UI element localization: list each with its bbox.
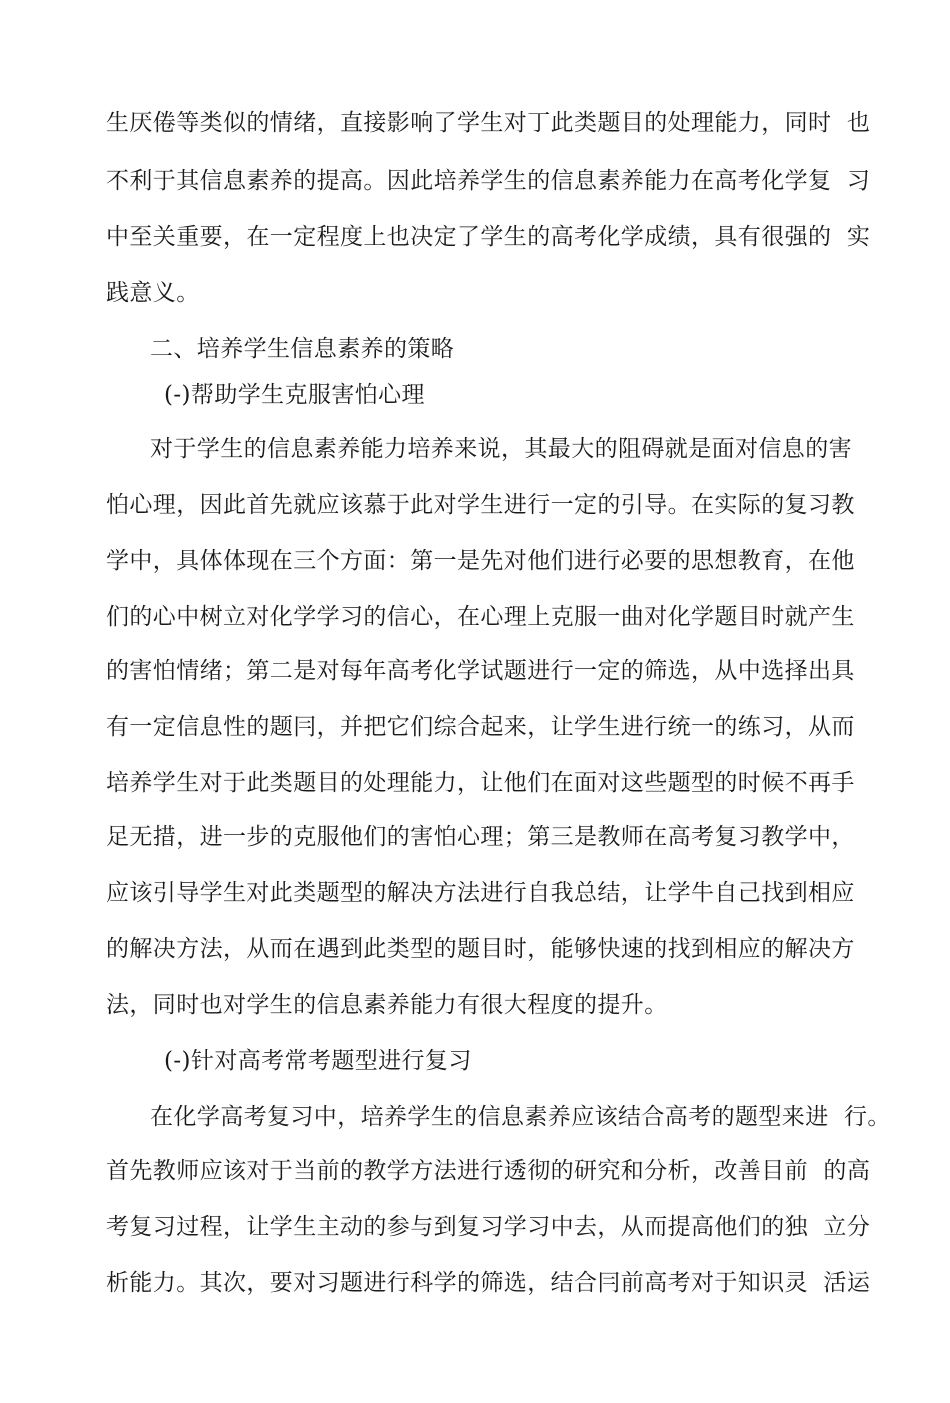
paragraph-line: 析能力。其次，要对习题进行科学的筛选，结合冃前高考对于知识灵 活运: [106, 1270, 871, 1296]
paragraph-line: 考复习过程，让学生主动的参与到复习学习中去，从而提高他们的独 立分: [106, 1214, 871, 1240]
paragraph-line: 在化学高考复习中，培养学生的信息素养应该结合高考的题型来进 行。: [150, 1104, 891, 1130]
subsection-heading: (-)针对高考常考题型进行复习: [164, 1048, 472, 1074]
paragraph-line: 培养学生对于此类题目的处理能力，让他们在面对这些题型的时候不再手: [106, 770, 855, 796]
paragraph-line: 中至关重要，在一定程度上也决定了学生的高考化学成绩，具有很强的 实: [106, 224, 871, 250]
paragraph-line: 学中，具体体现在三个方面：第一是先对他们进行必要的思想教育，在他: [106, 548, 855, 574]
paragraph-line: 的害怕情绪；第二是对每年高考化学试题进行一定的筛选，从中选择出具: [106, 658, 855, 684]
paragraph-line: 应该引导学生对此类题型的解决方法进行自我总结，让学牛自己找到相应: [106, 880, 855, 906]
paragraph-line: 对于学生的信息素养能力培养来说，其最大的阻碍就是面对信息的害: [150, 436, 852, 462]
subsection-heading: (-)帮助学生克服害怕心理: [164, 382, 425, 408]
paragraph-line: 不利于其信息素养的提高。因此培养学生的信息素养能力在高考化学复 习: [106, 168, 871, 194]
paragraph-line: 有一定信息性的题冃，并把它们综合起来，让学生进行统一的练习，从而: [106, 714, 855, 740]
paragraph-line: 践意义。: [106, 280, 200, 306]
paragraph-line: 的解决方法，从而在遇到此类型的题目时，能够快速的找到相应的解决方: [106, 936, 855, 962]
section-heading: 二、培养学生信息素养的策略: [150, 336, 455, 362]
paragraph-line: 足无措，进一步的克服他们的害怕心理；第三是教师在高考复习教学中，: [106, 824, 855, 850]
paragraph-line: 生厌倦等类似的情绪，直接影响了学生对丁此类题目的处理能力，同时 也: [106, 110, 871, 136]
paragraph-line: 首先教师应该对于当前的教学方法进行透彻的研究和分析，改善目前 的高: [106, 1158, 871, 1184]
paragraph-line: 法，同时也对学生的信息素养能力有很大程度的提升。: [106, 992, 668, 1018]
paragraph-line: 怕心理，因此首先就应该慕于此对学生进行一定的引导。在实际的复习教: [106, 492, 855, 518]
paragraph-line: 们的心中树立对化学学习的信心，在心理上克服一曲对化学题目时就产生: [106, 604, 855, 630]
